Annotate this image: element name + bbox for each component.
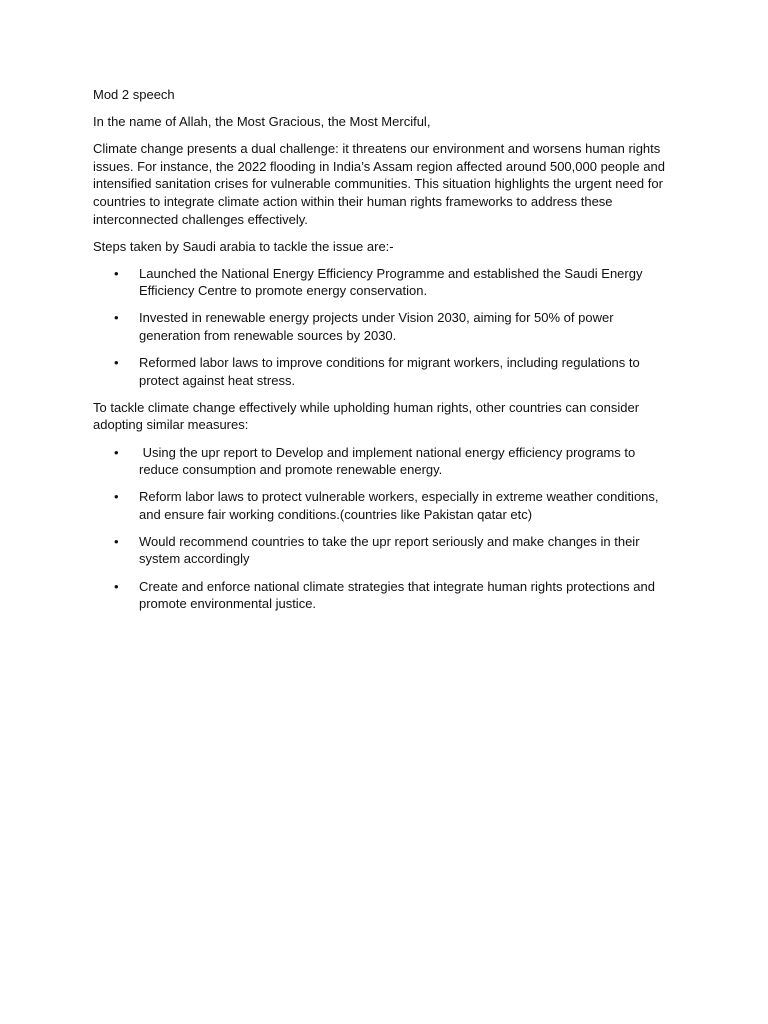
bullet-icon: • xyxy=(114,533,119,549)
steps-list xyxy=(93,265,678,390)
bullet-icon: • xyxy=(114,310,119,326)
list-item xyxy=(93,533,678,568)
list-item xyxy=(93,309,678,344)
recommendations-heading: To tackle climate change effectively while upholding human rights, other countries can consider adopting similar measures: xyxy=(93,399,640,433)
recommendations-list xyxy=(93,444,678,613)
document-body xyxy=(93,86,678,622)
document-title: Mod 2 speech xyxy=(93,87,175,102)
bullet-icon: • xyxy=(114,444,119,460)
list-item-text: Invested in renewable energy projects under Vision 2030, aiming for 50% of power generation from renewable sources by 2030. xyxy=(139,310,614,344)
list-item xyxy=(93,444,678,479)
list-item-text: Create and enforce national climate strategies that integrate human rights protections and promote environmental justice. xyxy=(139,578,655,612)
bullet-icon: • xyxy=(114,489,119,505)
list-item-text: Launched the National Energy Efficiency Programme and established the Saudi Energy Efficiency Centre to promote energy conservation. xyxy=(139,265,643,299)
list-item xyxy=(93,354,678,389)
list-item-text: Would recommend countries to take the upr report seriously and make changes in their system accordingly xyxy=(139,533,640,567)
list-item-text: Using the upr report to Develop and implement national energy efficiency programs to reduce consumption and promote renewable energy. xyxy=(139,444,639,478)
bullet-icon: • xyxy=(114,265,119,281)
list-item-text: Reform labor laws to protect vulnerable workers, especially in extreme weather conditions, and ensure fair working conditions.(countries like Pakistan qatar etc) xyxy=(139,489,659,522)
bullet-icon: • xyxy=(114,355,119,371)
intro-paragraph: Climate change presents a dual challenge: it threatens our environment and worsens human rights issues. For instance, the 2022 flooding in India’s Assam region affected around 500,000 people and intensified sanitation crises for vulnerable communities. This situation highlights the urgent need for countries to integrate climate action within their human rights frameworks to address these interconnected challenges effectively. xyxy=(93,141,665,227)
opening-line: In the name of Allah, the Most Gracious, the Most Merciful, xyxy=(93,114,431,130)
list-item xyxy=(93,265,678,300)
list-item xyxy=(93,488,678,523)
steps-heading: Steps taken by Saudi arabia to tackle the issue are:- xyxy=(93,238,394,254)
bullet-icon: • xyxy=(114,578,119,594)
list-item xyxy=(93,578,678,613)
list-item-text: Reformed labor laws to improve conditions for migrant workers, including regulations to protect against heat stress. xyxy=(139,355,640,388)
